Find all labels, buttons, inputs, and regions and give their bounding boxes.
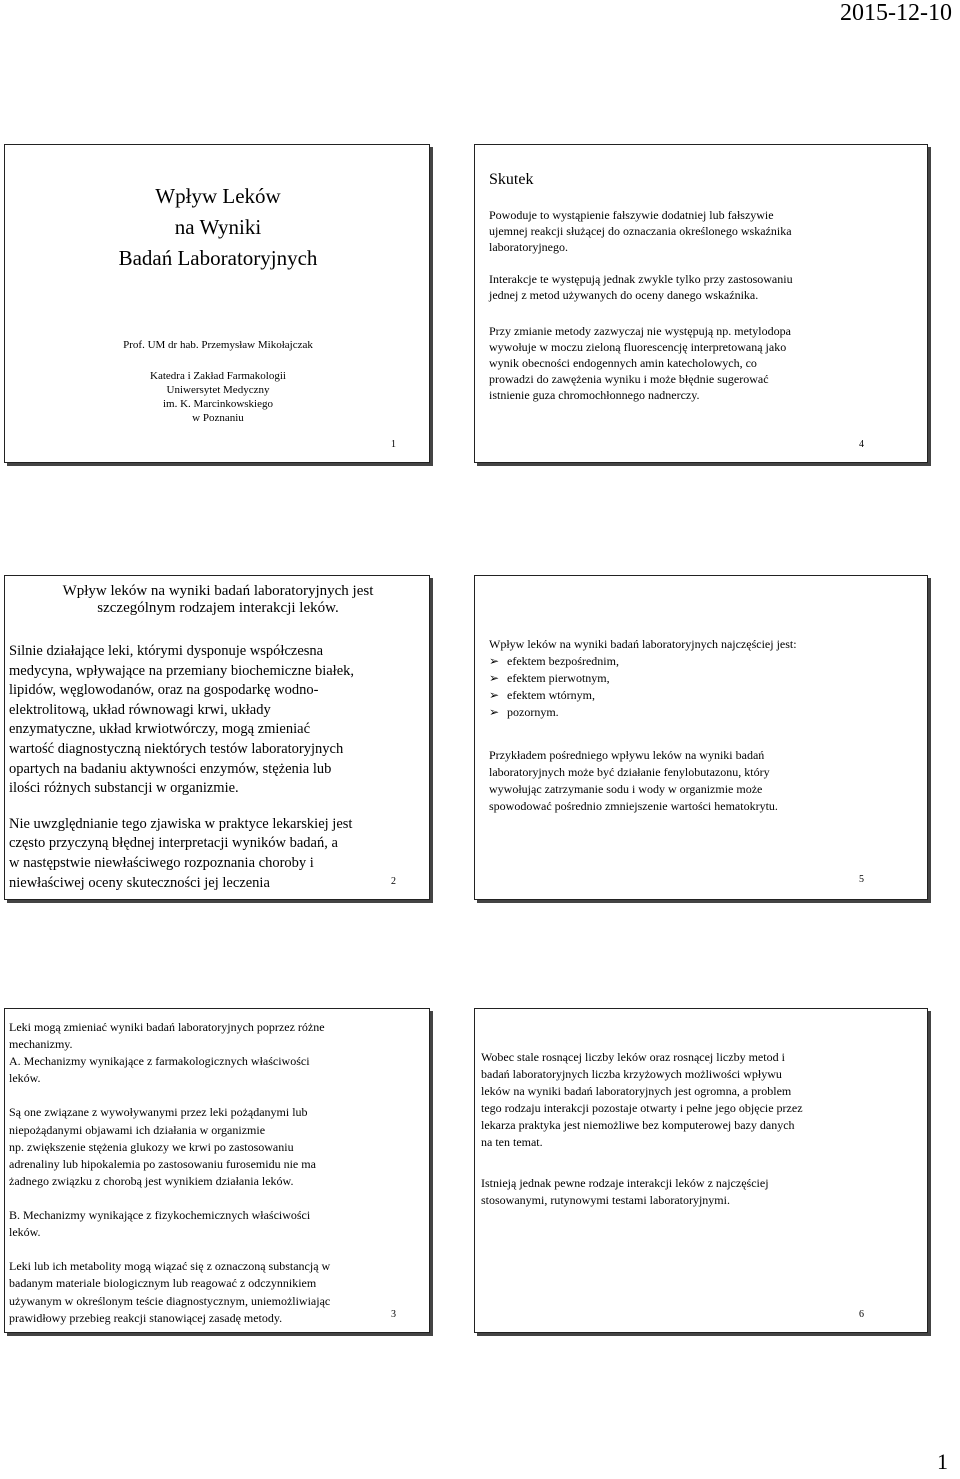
slide-1 — [4, 144, 430, 463]
heading-line: Wpływ leków na wyniki badań laboratoryjnych jest — [62, 583, 374, 599]
paragraph — [489, 271, 921, 303]
page-number: 1 — [937, 1449, 948, 1474]
text-line: Wobec stale rosnącej liczby leków oraz rosnącej liczby metod i — [481, 1050, 785, 1064]
text-line: opartych na badaniu aktywności enzymów, stężenia lub — [9, 760, 332, 777]
arrow-bullet-icon: ➢ — [489, 705, 500, 719]
text-line: laboratoryjnych może być działanie fenylobutazonu, który — [489, 765, 770, 779]
text-line: Nie uwzględnianie tego zjawiska w praktyce lekarskiej jest — [9, 815, 353, 832]
slide-title — [5, 181, 430, 274]
bullet-item — [489, 704, 923, 721]
text-line — [9, 1190, 429, 1207]
title-line: na Wyniki — [174, 215, 262, 239]
slide-6 — [474, 1008, 928, 1333]
text-line: np. zwiększenie stężenia glukozy we krwi po zastosowaniu — [9, 1139, 294, 1154]
text-line: spowodować pośrednio zmniejszenie wartości hematokrytu. — [489, 799, 778, 813]
arrow-bullet-icon: ➢ — [489, 688, 500, 702]
document-date: 2015-12-10 — [840, 0, 952, 26]
text-line: niepożądanymi objawami ich działania w organizmie — [9, 1122, 266, 1137]
text-line: używanym w określonym teście diagnostycznym, uniemożliwiając — [9, 1293, 331, 1308]
slide-number: 6 — [859, 1309, 864, 1320]
text-line: jednej z metod używanych do oceny danego wskaźnika. — [489, 288, 759, 302]
text-line: wartość diagnostyczną niektórych testów laboratoryjnych — [9, 740, 344, 757]
text-line: ilości różnych substancji w organizmie. — [9, 780, 239, 797]
text-line — [9, 1087, 429, 1104]
slide-number: 2 — [391, 876, 396, 887]
paragraph — [489, 323, 921, 403]
text-line: tego rodzaju interakcji pozostaje otwarty i pełne jego objęcie przez — [481, 1101, 803, 1115]
bullet-text: efektem pierwotnym, — [507, 671, 610, 685]
paragraph — [9, 815, 429, 893]
text-line: żadnego związku z chorobą jest wynikiem działania leków. — [9, 1173, 294, 1188]
text-line: badań laboratoryjnych liczba krzyżowych możliwości wpływu — [481, 1067, 782, 1081]
slide-3 — [4, 1008, 430, 1333]
text-line: lekarza praktyka jest niemożliwe bez komputerowej bazy danych — [481, 1118, 795, 1132]
arrow-bullet-icon: ➢ — [489, 654, 500, 668]
text-line: stosowanymi, rutynowymi testami laboratoryjnymi. — [481, 1193, 730, 1207]
text-line: w następstwie niewłaściwego rozpoznania choroby i — [9, 854, 314, 871]
text-line: Leki mogą zmieniać wyniki badań laboratoryjnych poprzez różne — [9, 1020, 325, 1034]
bullet-item — [489, 687, 923, 704]
bullet-text: pozornym. — [507, 705, 559, 719]
slide-number: 5 — [859, 874, 864, 885]
text-line: leków. — [9, 1071, 41, 1086]
text-line: elektrolitową, układ równowagi krwi, układy — [9, 701, 271, 718]
slide-5 — [474, 575, 928, 900]
text-line: Istnieją jednak pewne rodzaje interakcji leków z najczęściej — [481, 1176, 769, 1190]
title-line: Badań Laboratoryjnych — [118, 246, 318, 270]
text-line: B. Mechanizmy wynikające z fizykochemicznych właściwości — [9, 1208, 311, 1223]
text-line: na ten temat. — [481, 1135, 543, 1149]
slide-body — [9, 642, 429, 893]
slide-number: 4 — [859, 439, 864, 450]
slide-4 — [474, 144, 928, 463]
text-line: prowadzi do zawężenia wyniku i może błędnie sugerować — [489, 372, 769, 386]
title-line: Wpływ Leków — [155, 184, 281, 208]
institution — [5, 369, 430, 425]
bullet-item — [489, 670, 923, 687]
institution-line: Uniwersytet Medyczny — [166, 384, 270, 396]
bullet-item — [489, 653, 923, 670]
heading-line: szczególnym rodzajem interakcji leków. — [97, 600, 339, 616]
slide-number: 3 — [391, 1309, 396, 1320]
text-line: prawidłowy przebieg reakcji stanowiącej zasadę metody. — [9, 1310, 283, 1325]
slide-body — [481, 1049, 925, 1209]
paragraph — [489, 747, 923, 815]
text-line: Przykładem pośredniego wpływu leków na wyniki badań — [489, 748, 765, 762]
text-line — [9, 1241, 429, 1258]
slide-number: 1 — [391, 439, 396, 450]
text-line: istnienie guza chromochłonnego nadnerczy. — [489, 388, 700, 402]
paragraph — [9, 642, 429, 799]
slide-title: Skutek — [489, 171, 534, 188]
text-line: Leki lub ich metabolity mogą wiązać się z oznaczoną substancją w — [9, 1259, 331, 1274]
text-line: A. Mechanizmy wynikające z farmakologicznych właściwości — [9, 1054, 310, 1069]
paragraph — [489, 207, 921, 255]
text-line: Powoduje to wystąpienie fałszywie dodatniej lub fałszywie — [489, 208, 774, 222]
paragraph — [481, 1049, 925, 1151]
text-line: wynik obecności endogennych amin katecholowych, co — [489, 356, 757, 370]
text-line: Silnie działające leki, którymi dysponuje współczesna — [9, 643, 324, 659]
text-line: leków na wyniki badań laboratoryjnych jest ogromna, a problem — [481, 1084, 792, 1098]
author: Prof. UM dr hab. Przemysław Mikołajczak — [123, 339, 313, 351]
slide-2 — [4, 575, 430, 900]
text-line: niewłaściwej oceny skuteczności jej leczenia — [9, 874, 270, 891]
text-line: lipidów, węglowodanów, oraz na gospodarkę wodno- — [9, 682, 319, 699]
text-line: ujemnej reakcji służącej do oznaczania określonego wskaźnika — [489, 224, 792, 238]
text-line: medycyna, wpływające na przemiany biochemiczne białek, — [9, 662, 355, 679]
text-line: Są one związane z wywoływanymi przez leki pożądanymi lub — [9, 1105, 308, 1120]
text-line: Interakcje te występują jednak zwykle tylko przy zastosowaniu — [489, 272, 793, 286]
slide-body — [489, 636, 923, 815]
text-line: Przy zmianie metody zazwyczaj nie występują np. metylodopa — [489, 324, 791, 338]
text-line: wywołując zatrzymanie sodu i wody w organizmie może — [489, 782, 763, 796]
text-line: leków. — [9, 1225, 41, 1240]
text-line: laboratoryjnego. — [489, 240, 568, 254]
text-line: badanym materiale biologicznym lub reagować z odczynnikiem — [9, 1276, 317, 1291]
slide-body — [9, 1019, 429, 1327]
text-line: mechanizmy. — [9, 1037, 73, 1052]
intro-text: Wpływ leków na wyniki badań laboratoryjnych najczęściej jest: — [489, 637, 797, 651]
bullet-text: efektem wtórnym, — [507, 688, 595, 702]
text-line: często przyczyną błędnej interpretacji wyników badań, a — [9, 835, 338, 852]
institution-line: w Poznaniu — [192, 412, 244, 424]
text-line: wywołuje w moczu zieloną fluorescencję interpretowaną jako — [489, 340, 787, 354]
paragraph — [481, 1175, 925, 1209]
slide-heading — [5, 583, 430, 617]
slide-body — [489, 207, 921, 403]
bullet-text: efektem bezpośrednim, — [507, 654, 619, 668]
arrow-bullet-icon: ➢ — [489, 671, 500, 685]
text-line: enzymatyczne, układ krwiotwórczy, mogą zmieniać — [9, 721, 311, 738]
institution-line: im. K. Marcinkowskiego — [163, 398, 273, 410]
bullet-list — [489, 653, 923, 721]
text-line: adrenaliny lub hipokalemia po zastosowaniu furosemidu nie ma — [9, 1156, 316, 1171]
institution-line: Katedra i Zakład Farmakologii — [150, 370, 286, 382]
